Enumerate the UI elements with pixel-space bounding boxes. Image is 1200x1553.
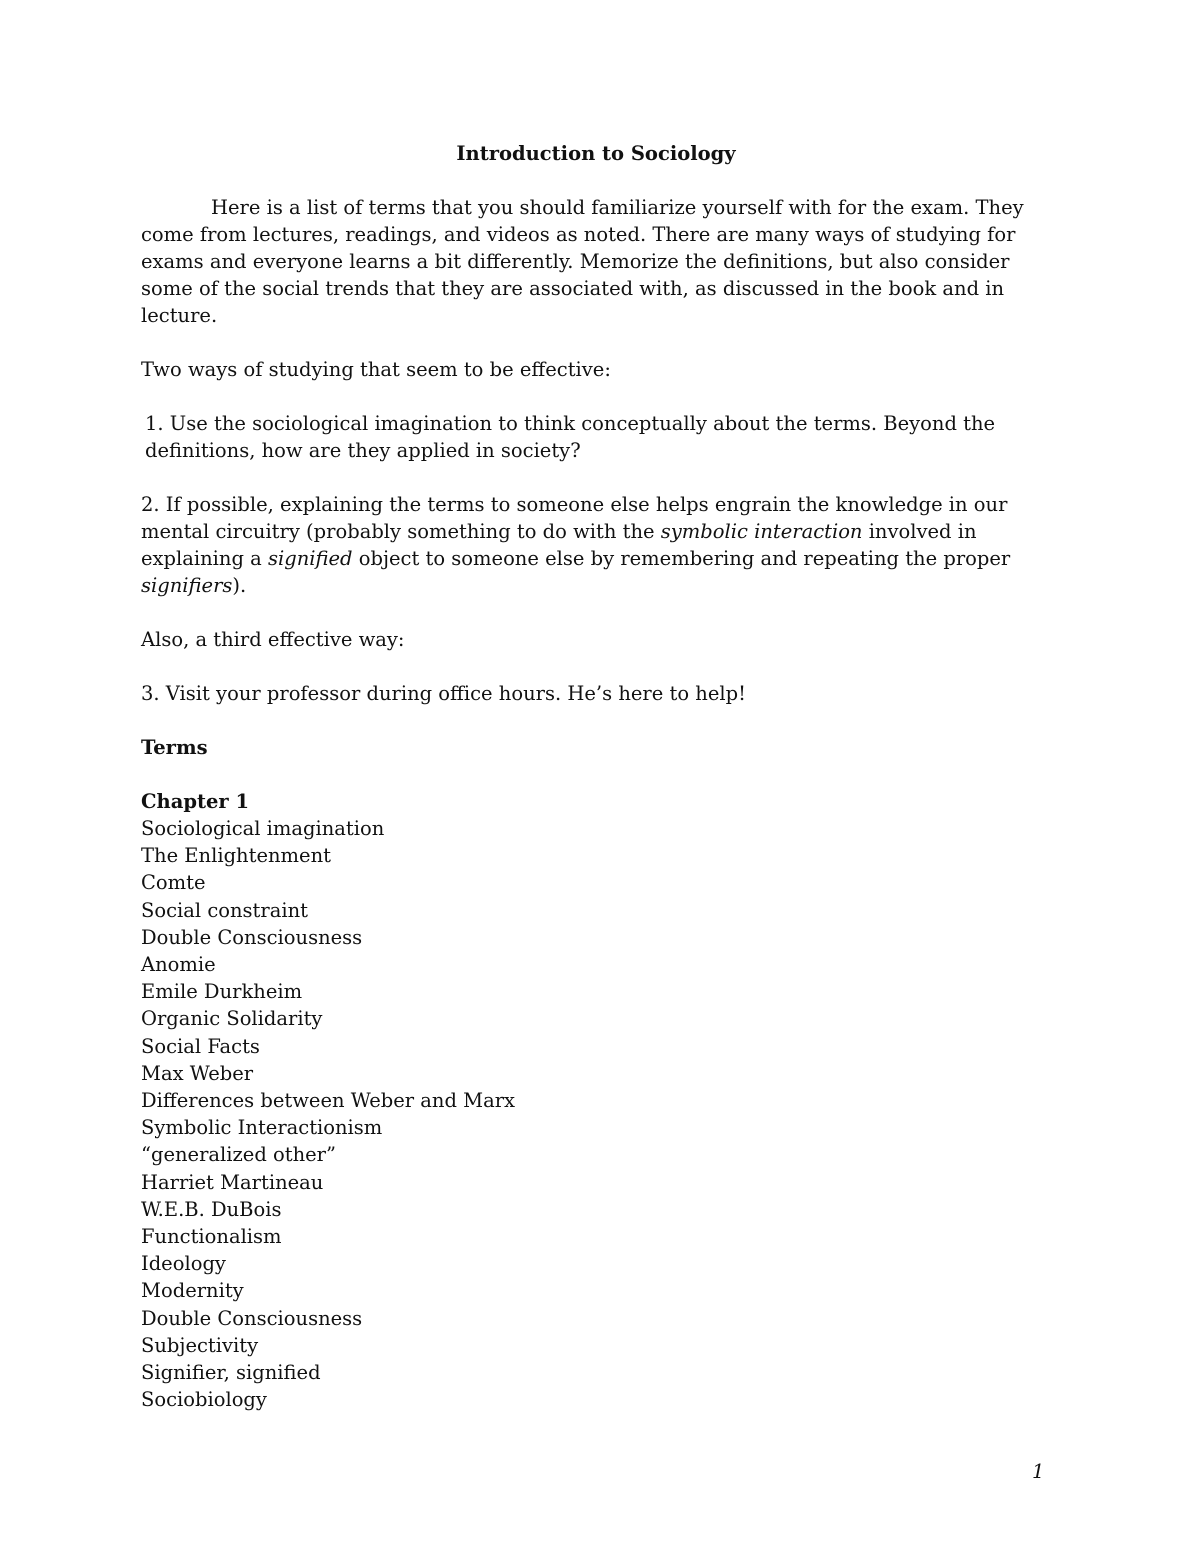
document-body	[141, 140, 1051, 1413]
study-tip-3: 3. Visit your professor during office hours. He’s here to help!	[141, 682, 746, 705]
term-item: The Enlightenment	[141, 844, 331, 868]
study-tip-2-text-d: ).	[232, 574, 247, 597]
term-item: Functionalism	[141, 1225, 282, 1249]
term-item: Sociological imagination	[141, 817, 385, 840]
term-item: Symbolic Interactionism	[141, 1116, 383, 1140]
study-tip-2	[141, 491, 1051, 599]
study-tip-2-text-a: 2. If possible, explaining the terms to someone else helps engrain the knowledge in our mental circuitry (probably something to do with the	[141, 493, 1008, 543]
study-tip-2-emphasis-a: symbolic interaction	[660, 520, 863, 543]
term-item: “generalized other”	[141, 1143, 336, 1167]
study-tip-1: 1. Use the sociological imagination to think conceptually about the terms. Beyond the definitions, how are they applied in society?	[145, 412, 996, 462]
third-way-paragraph: Also, a third effective way:	[141, 628, 405, 651]
terms-heading: Terms	[141, 736, 208, 759]
document-title: Introduction to Sociology	[456, 142, 736, 165]
term-item: Emile Durkheim	[141, 980, 303, 1004]
term-item: Signifier, signified	[141, 1361, 321, 1385]
study-tip-2-emphasis-c: signifiers	[141, 574, 233, 597]
term-item: Ideology	[141, 1252, 226, 1276]
terms-list	[141, 815, 1051, 1413]
term-item: Anomie	[141, 953, 216, 977]
term-item: Double Consciousness	[141, 925, 363, 949]
term-item: Subjectivity	[141, 1333, 259, 1357]
term-item: Sociobiology	[141, 1388, 267, 1412]
page-number: 1	[1032, 1460, 1045, 1483]
term-item: Differences between Weber and Marx	[141, 1089, 516, 1113]
study-tip-2-text-b: involved in explaining a	[141, 520, 977, 570]
term-item: Double Consciousness	[141, 1306, 363, 1330]
term-item: Organic Solidarity	[141, 1007, 323, 1031]
term-item: Modernity	[141, 1279, 244, 1303]
term-item: Max Weber	[141, 1061, 254, 1085]
term-item: Social Facts	[141, 1034, 260, 1058]
term-item: Harriet Martineau	[141, 1170, 324, 1194]
term-item: Social constraint	[141, 898, 308, 922]
term-item: W.E.B. DuBois	[141, 1197, 282, 1221]
study-tip-2-text-c: object to someone else by remembering and repeating the proper	[352, 547, 1011, 570]
chapter-heading: Chapter 1	[141, 790, 250, 813]
term-item: Comte	[141, 871, 206, 895]
intro-paragraph: Here is a list of terms that you should familiarize yourself with for the exam. They come from lectures, readings, and videos as noted. There are many ways of studying for exams and everyone learns a bit differently. Memorize the definitions, but also consider some of the social trends that they are associated with, as discussed in the book and in lecture.	[141, 196, 1024, 327]
two-ways-paragraph: Two ways of studying that seem to be effective:	[141, 358, 611, 381]
study-tip-2-emphasis-b: signified	[267, 547, 353, 570]
